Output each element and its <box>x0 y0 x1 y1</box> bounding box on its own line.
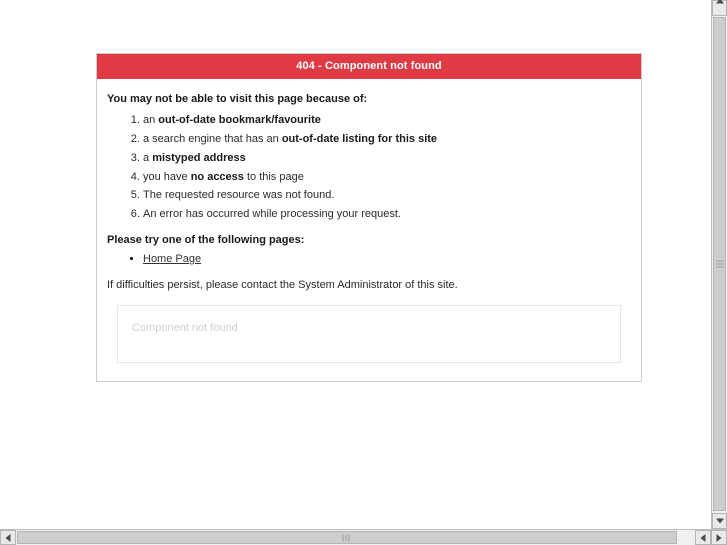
triangle-down-icon <box>716 519 724 524</box>
scroll-left-button[interactable] <box>0 530 16 545</box>
reason-suffix: to this page <box>243 170 304 183</box>
try-pages-label: Please try one of the following pages: <box>107 234 305 247</box>
reason-emphasis: no access <box>190 170 244 183</box>
grip-icon <box>343 534 352 541</box>
reason-emphasis: mistyped address <box>152 151 246 164</box>
reason-prefix: a <box>143 151 153 164</box>
error-title: 404 - Component not found <box>97 54 641 79</box>
scroll-right-button[interactable] <box>711 530 727 545</box>
triangle-left-icon <box>701 534 706 542</box>
vertical-scrollbar-thumb[interactable] <box>713 17 726 511</box>
reason-prefix: a search engine that has an <box>143 132 282 145</box>
closing-text: If difficulties persist, please contact the System Administrator of this site. <box>107 278 458 291</box>
reasons-list <box>107 113 631 222</box>
reason-emphasis: out-of-date bookmark/favourite <box>158 114 321 126</box>
error-panel <box>96 53 642 382</box>
message-box-text: Component not found <box>132 321 238 334</box>
reason-prefix: an <box>143 114 159 126</box>
scroll-up-button[interactable] <box>712 0 727 16</box>
suggested-pages-list <box>107 252 631 267</box>
list-item <box>143 207 631 222</box>
reason-prefix: you have <box>143 170 191 183</box>
reason-prefix: An error has occurred while processing your request. <box>143 208 402 221</box>
list-item <box>143 252 631 267</box>
vertical-scrollbar[interactable] <box>711 0 727 529</box>
list-item <box>143 132 631 147</box>
horizontal-scrollbar[interactable] <box>0 529 727 545</box>
reason-prefix: The requested resource was not found. <box>143 189 335 202</box>
error-body <box>97 79 641 381</box>
scroll-down-button[interactable] <box>712 513 727 529</box>
home-page-link[interactable]: Home Page <box>143 253 202 266</box>
list-item <box>143 113 631 128</box>
list-item <box>143 188 631 203</box>
grip-icon <box>716 261 723 268</box>
triangle-right-icon <box>717 534 722 542</box>
triangle-left-icon <box>6 534 11 542</box>
triangle-up-icon <box>716 0 724 4</box>
list-item <box>143 151 631 166</box>
message-box <box>117 305 621 363</box>
list-item <box>143 170 631 185</box>
error-lead-text: You may not be able to visit this page because of: <box>107 93 368 105</box>
reason-emphasis: out-of-date listing for this site <box>281 132 438 145</box>
scroll-left-button-secondary[interactable] <box>695 530 711 545</box>
horizontal-scrollbar-thumb[interactable] <box>17 531 677 544</box>
